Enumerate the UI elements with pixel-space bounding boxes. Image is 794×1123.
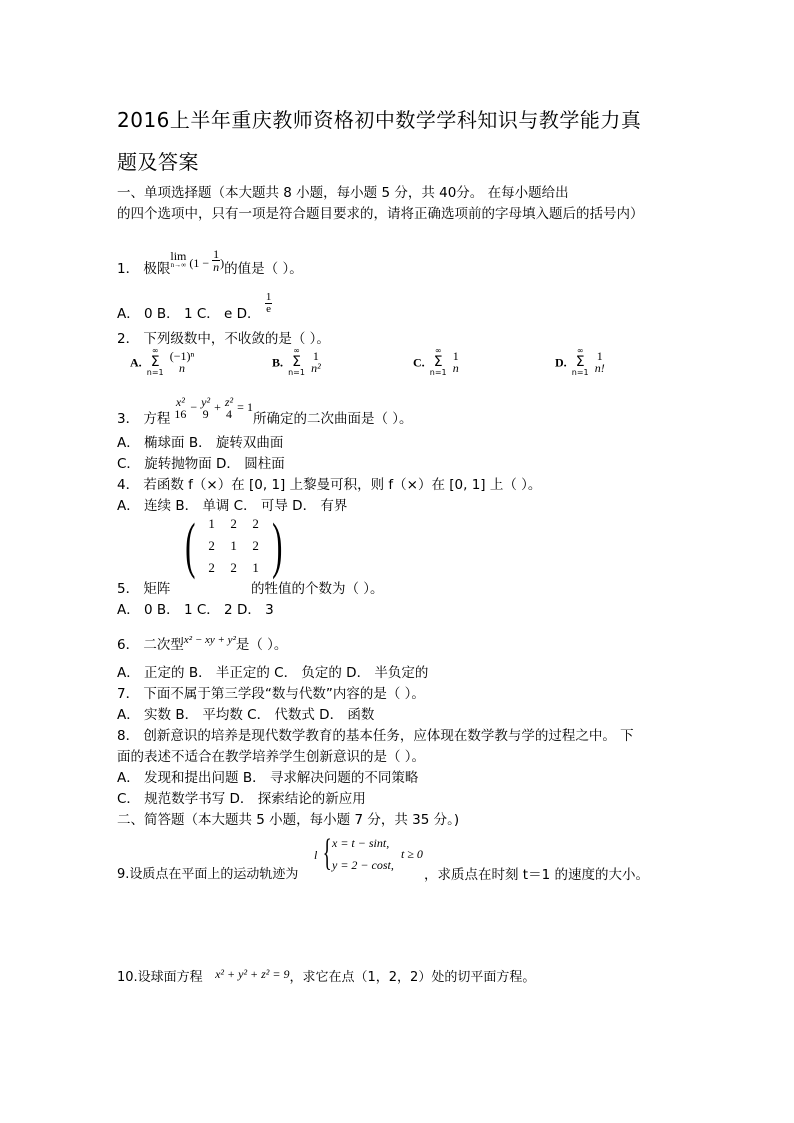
option-c: C. ∞ Σ n=1 1 n [413, 346, 459, 377]
question-2-options [130, 347, 630, 381]
question-10: 10.设球面方程 x² + y² + z² = 9，求它在点（1，2，2）处的切平面方程。 [117, 967, 536, 985]
section1-heading-line1: 一、单项选择题（本大题共 8 小题，每小题 5 分，共 40分。 在每小题给出 [117, 185, 569, 201]
question-5-options: A． 0 B． 1 C． 2 D． 3 [117, 602, 274, 618]
quadratic-form: x² − xy + y² [183, 634, 236, 646]
question-3: 3． 方程 x² 16 − y² 9 + z² 4 = 1所确定的二次曲面是（ ）。 [117, 395, 413, 427]
question-1-options: A． 0 B． 1 C． e D． $\frac{1}{e}$ [117, 291, 272, 322]
question-7-options: A． 实数 B． 平均数 C． 代数式 D． 函数 [117, 707, 375, 723]
document-title-line1: 2016上半年重庆教师资格初中数学学科知识与教学能力真 [117, 108, 642, 132]
option-a: A. ∞ Σ n=1 (−1)ⁿ n [130, 346, 195, 377]
question-7: 7． 下面不属于第三学段“数与代数”内容的是（ ）。 [117, 686, 425, 702]
question-5-suffix: 的牲值的个数为（ ）。 [251, 581, 384, 597]
option-b: B. ∞ Σ n=1 1 n² [272, 346, 321, 377]
question-9-suffix: ，求质点在时刻 t＝1 的速度的大小。 [424, 867, 649, 883]
option-d-fraction: $\frac{1}{e}$ [265, 291, 272, 315]
question-1-prefix: 1． 极限 [117, 261, 171, 277]
option-d: D. ∞ Σ n=1 1 n! [555, 346, 605, 377]
question-4: 4． 若函数 f（×）在 [0, 1] 上黎曼可积，则 f（×）在 [0, 1] 上（ ）。 [117, 477, 542, 493]
question-1-suffix: 的值是（ ）。 [224, 261, 303, 277]
section1-heading-line2: 的四个选项中，只有一项是符合题目要求的，请将正确选项前的字母填入题后的括号内） [117, 206, 644, 222]
question-8-line2: 面的表述不适合在教学培养学生创新意识的是（ ）。 [117, 749, 426, 765]
question-3-options-line2: C． 旋转抛物面 D． 圆柱面 [117, 456, 285, 472]
matrix: ( 1 2 2 2 1 2 2 2 1 ) [185, 512, 283, 580]
question-8-options-line2: C． 规范数学书写 D． 探索结论的新应用 [117, 791, 366, 807]
limit-expression: lim n→∞ (1 − $\frac{1}{n}$ ) [170, 247, 225, 274]
question-9-prefix: 9.设质点在平面上的运动轨迹为 [117, 867, 299, 882]
question-8-options-line1: A． 发现和提出问题 B． 寻求解决问题的不同策略 [117, 770, 419, 786]
sphere-equation: x² + y² + z² = 9 [215, 967, 290, 981]
question-4-options: A． 连续 B． 单调 C． 可导 D． 有界 [117, 498, 348, 514]
question-1 [117, 248, 303, 279]
question-8-line1: 8． 创新意识的培养是现代数学教育的基本任务，应体现在数学教与学的过程之中。 下 [117, 728, 634, 744]
ellipsoid-equation: x² 16 − y² 9 + z² 4 = 1 [174, 395, 253, 421]
question-2: 2． 下列级数中，不收敛的是（ ）。 [117, 331, 330, 347]
question-6-options: A． 正定的 B． 半正定的 C． 负定的 D． 半负定的 [117, 665, 429, 681]
section2-heading: 二、简答题（本大题共 5 小题，每小题 7 分，共 35 分。) [117, 812, 460, 828]
document-title-line2: 题及答案 [117, 150, 199, 174]
question-6: 6． 二次型$^{x^2 - xy + y^2}$是（ ）。 [117, 634, 288, 653]
question-3-options-line1: A． 椭球面 B． 旋转双曲面 [117, 435, 284, 451]
question-5-prefix: 5． 矩阵 [117, 581, 171, 597]
